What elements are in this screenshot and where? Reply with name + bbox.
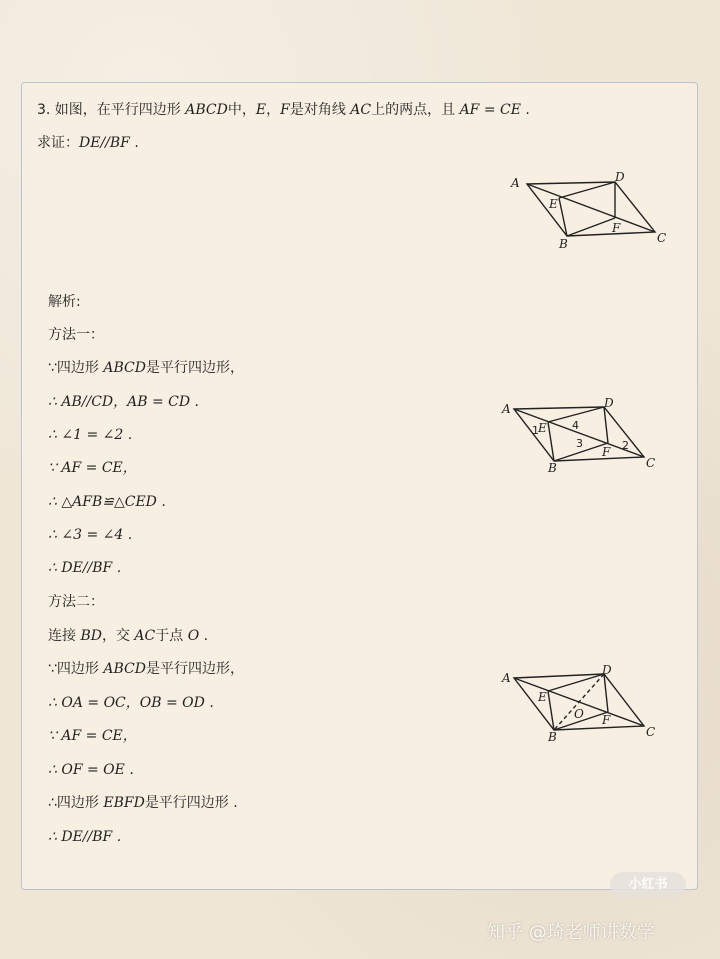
solution-heading: 解析: [48,294,81,310]
label-A: A [502,402,511,416]
label-A: A [502,671,511,685]
label-E: E [549,197,558,211]
label-F: F [602,713,611,727]
label-O: O [574,707,584,721]
m1-line-4: ∵ AF = CE， [48,460,137,476]
label-D: D [604,396,614,410]
method-2-heading: 方法二： [48,594,104,610]
label-D: D [602,663,612,677]
m2-line-4: ∵ AF = CE， [48,728,137,744]
figure-parallelogram-2 [498,395,673,480]
label-E: E [538,421,547,435]
method-1-heading: 方法一： [48,327,104,343]
angle-4: 4 [572,419,579,432]
m1-line-7: ∴ DE//BF . [48,560,122,576]
xiaohongshu-logo: 小红书 [610,872,686,898]
m2-line-6: ∴四边形 EBFD是平行四边形 . [48,795,238,811]
m2-line-3: ∴ OA = OC，OB = OD . [48,695,214,711]
label-B: B [548,730,557,744]
m1-line-1: ∵四边形 ABCD是平行四边形， [48,360,244,376]
label-F: F [602,445,611,459]
zhihu-credit-watermark: 知乎 @琦老师讲数学 [487,922,655,943]
label-A: A [511,176,520,190]
label-F: F [612,221,621,235]
label-C: C [646,456,656,470]
label-C: C [657,231,667,245]
problem-line-2: 求证：DE//BF . [37,135,139,151]
m1-line-2: ∴ AB//CD，AB = CD . [48,394,199,410]
m2-line-2: ∵四边形 ABCD是平行四边形， [48,661,244,677]
m2-line-1: 连接 BD，交 AC于点 O . [48,628,209,644]
figure-parallelogram-3 [498,660,673,745]
m2-line-7: ∴ DE//BF . [48,829,122,845]
label-B: B [548,461,557,475]
problem-line-1: 3. 如图，在平行四边形 ABCD中，E，F是对角线 AC上的两点，且 AF = CE . [37,102,530,118]
label-C: C [646,725,656,739]
m1-line-5: ∴ △AFB≌△CED . [48,494,166,510]
angle-1: 1 [532,424,539,437]
angle-3: 3 [576,437,583,450]
label-E: E [538,690,547,704]
m1-line-3: ∴ ∠1 = ∠2 . [48,427,133,443]
label-B: B [559,237,568,251]
m1-line-6: ∴ ∠3 = ∠4 . [48,527,133,543]
angle-2: 2 [622,439,629,452]
label-D: D [615,170,625,184]
figure-parallelogram-1 [505,168,680,253]
m2-line-5: ∴ OF = OE . [48,762,134,778]
